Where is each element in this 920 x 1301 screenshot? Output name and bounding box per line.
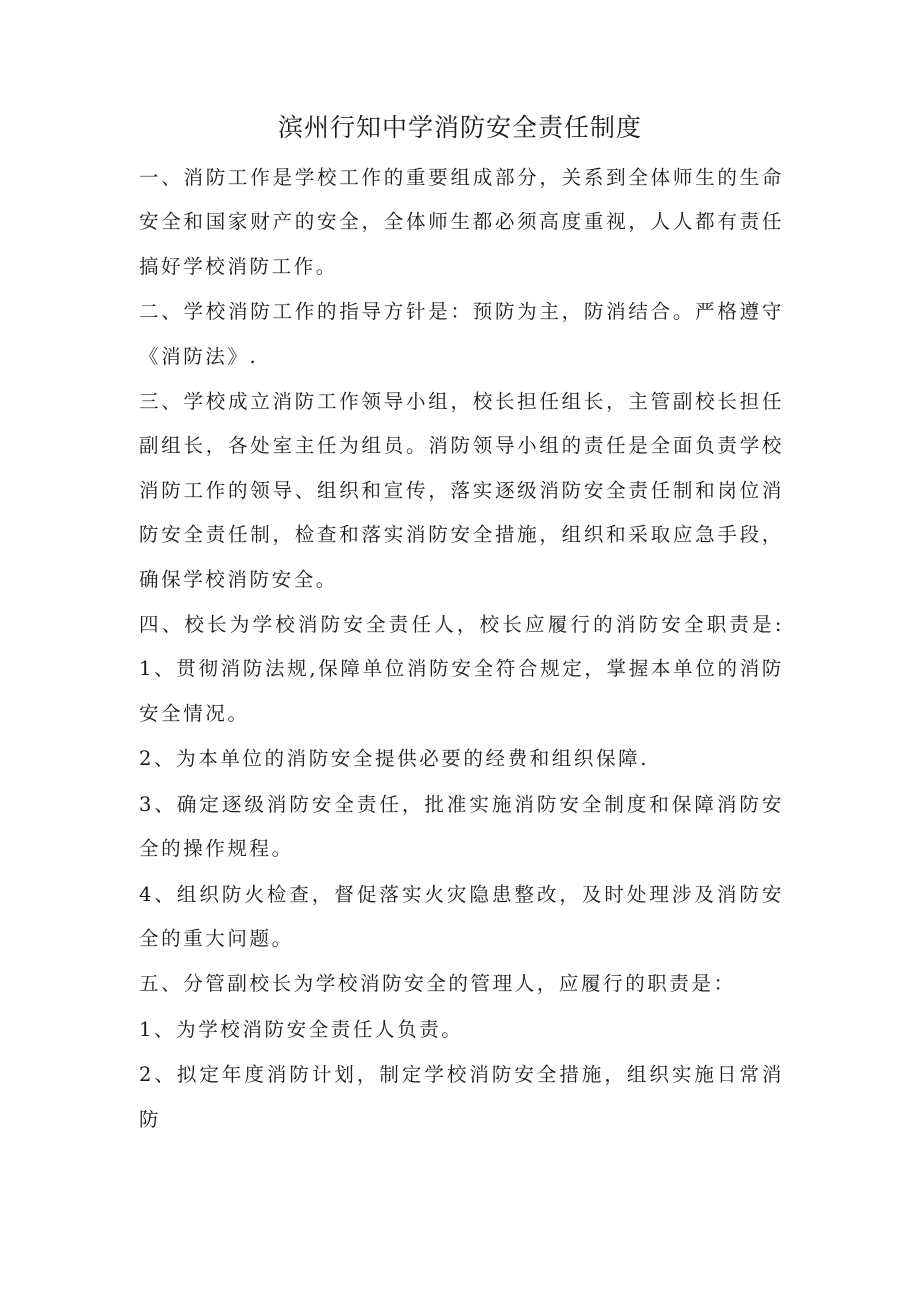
paragraph-5: 2、为本单位的消防安全提供必要的经费和组织保障. [139, 747, 650, 771]
paragraph-8: 五、分管副校长为学校消防安全的管理人，应履行的职责是： [139, 972, 736, 996]
paragraph-7: 4、组织防火检查，督促落实火灾隐患整改，及时处理涉及消防安全的重大问题。 [139, 882, 784, 950]
paragraph-1: 一、消防工作是学校工作的重要组成部分，关系到全体师生的生命安全和国家财产的安全，全体师生都必须高度重视，人人都有责任搞好学校消防工作。 [139, 166, 784, 278]
paragraph-10: 2、拟定年度消防计划，制定学校消防安全措施，组织实施日常消防 [139, 1063, 784, 1131]
paragraph-9: 1、为学校消防安全责任人负责。 [139, 1017, 464, 1041]
paragraph-6: 3、确定逐级消防安全责任，批准实施消防安全制度和保障消防安全的操作规程。 [139, 792, 784, 861]
paragraph-4: 四、校长为学校消防安全责任人，校长应履行的消防安全职责是:1、贯彻消防法规,保障单位消防安全符合规定，掌握本单位的消防安全情况。 [139, 613, 784, 725]
document-body [139, 156, 784, 1143]
paragraph-2: 二、学校消防工作的指导方针是：预防为主，防消结合。严格遵守《消防法》. [139, 300, 784, 368]
document-title: 滨州行知中学消防安全责任制度 [277, 113, 642, 142]
paragraph-3: 三、学校成立消防工作领导小组，校长担任组长，主管副校长担任副组长，各处室主任为组员。消防领导小组的责任是全面负责学校消防工作的领导、组织和宣传，落实逐级消防安全责任制和岗位消防安全责任制，检查和落实消防安全措施，组织和采取应急手段，确保学校消防安全。 [139, 390, 784, 591]
